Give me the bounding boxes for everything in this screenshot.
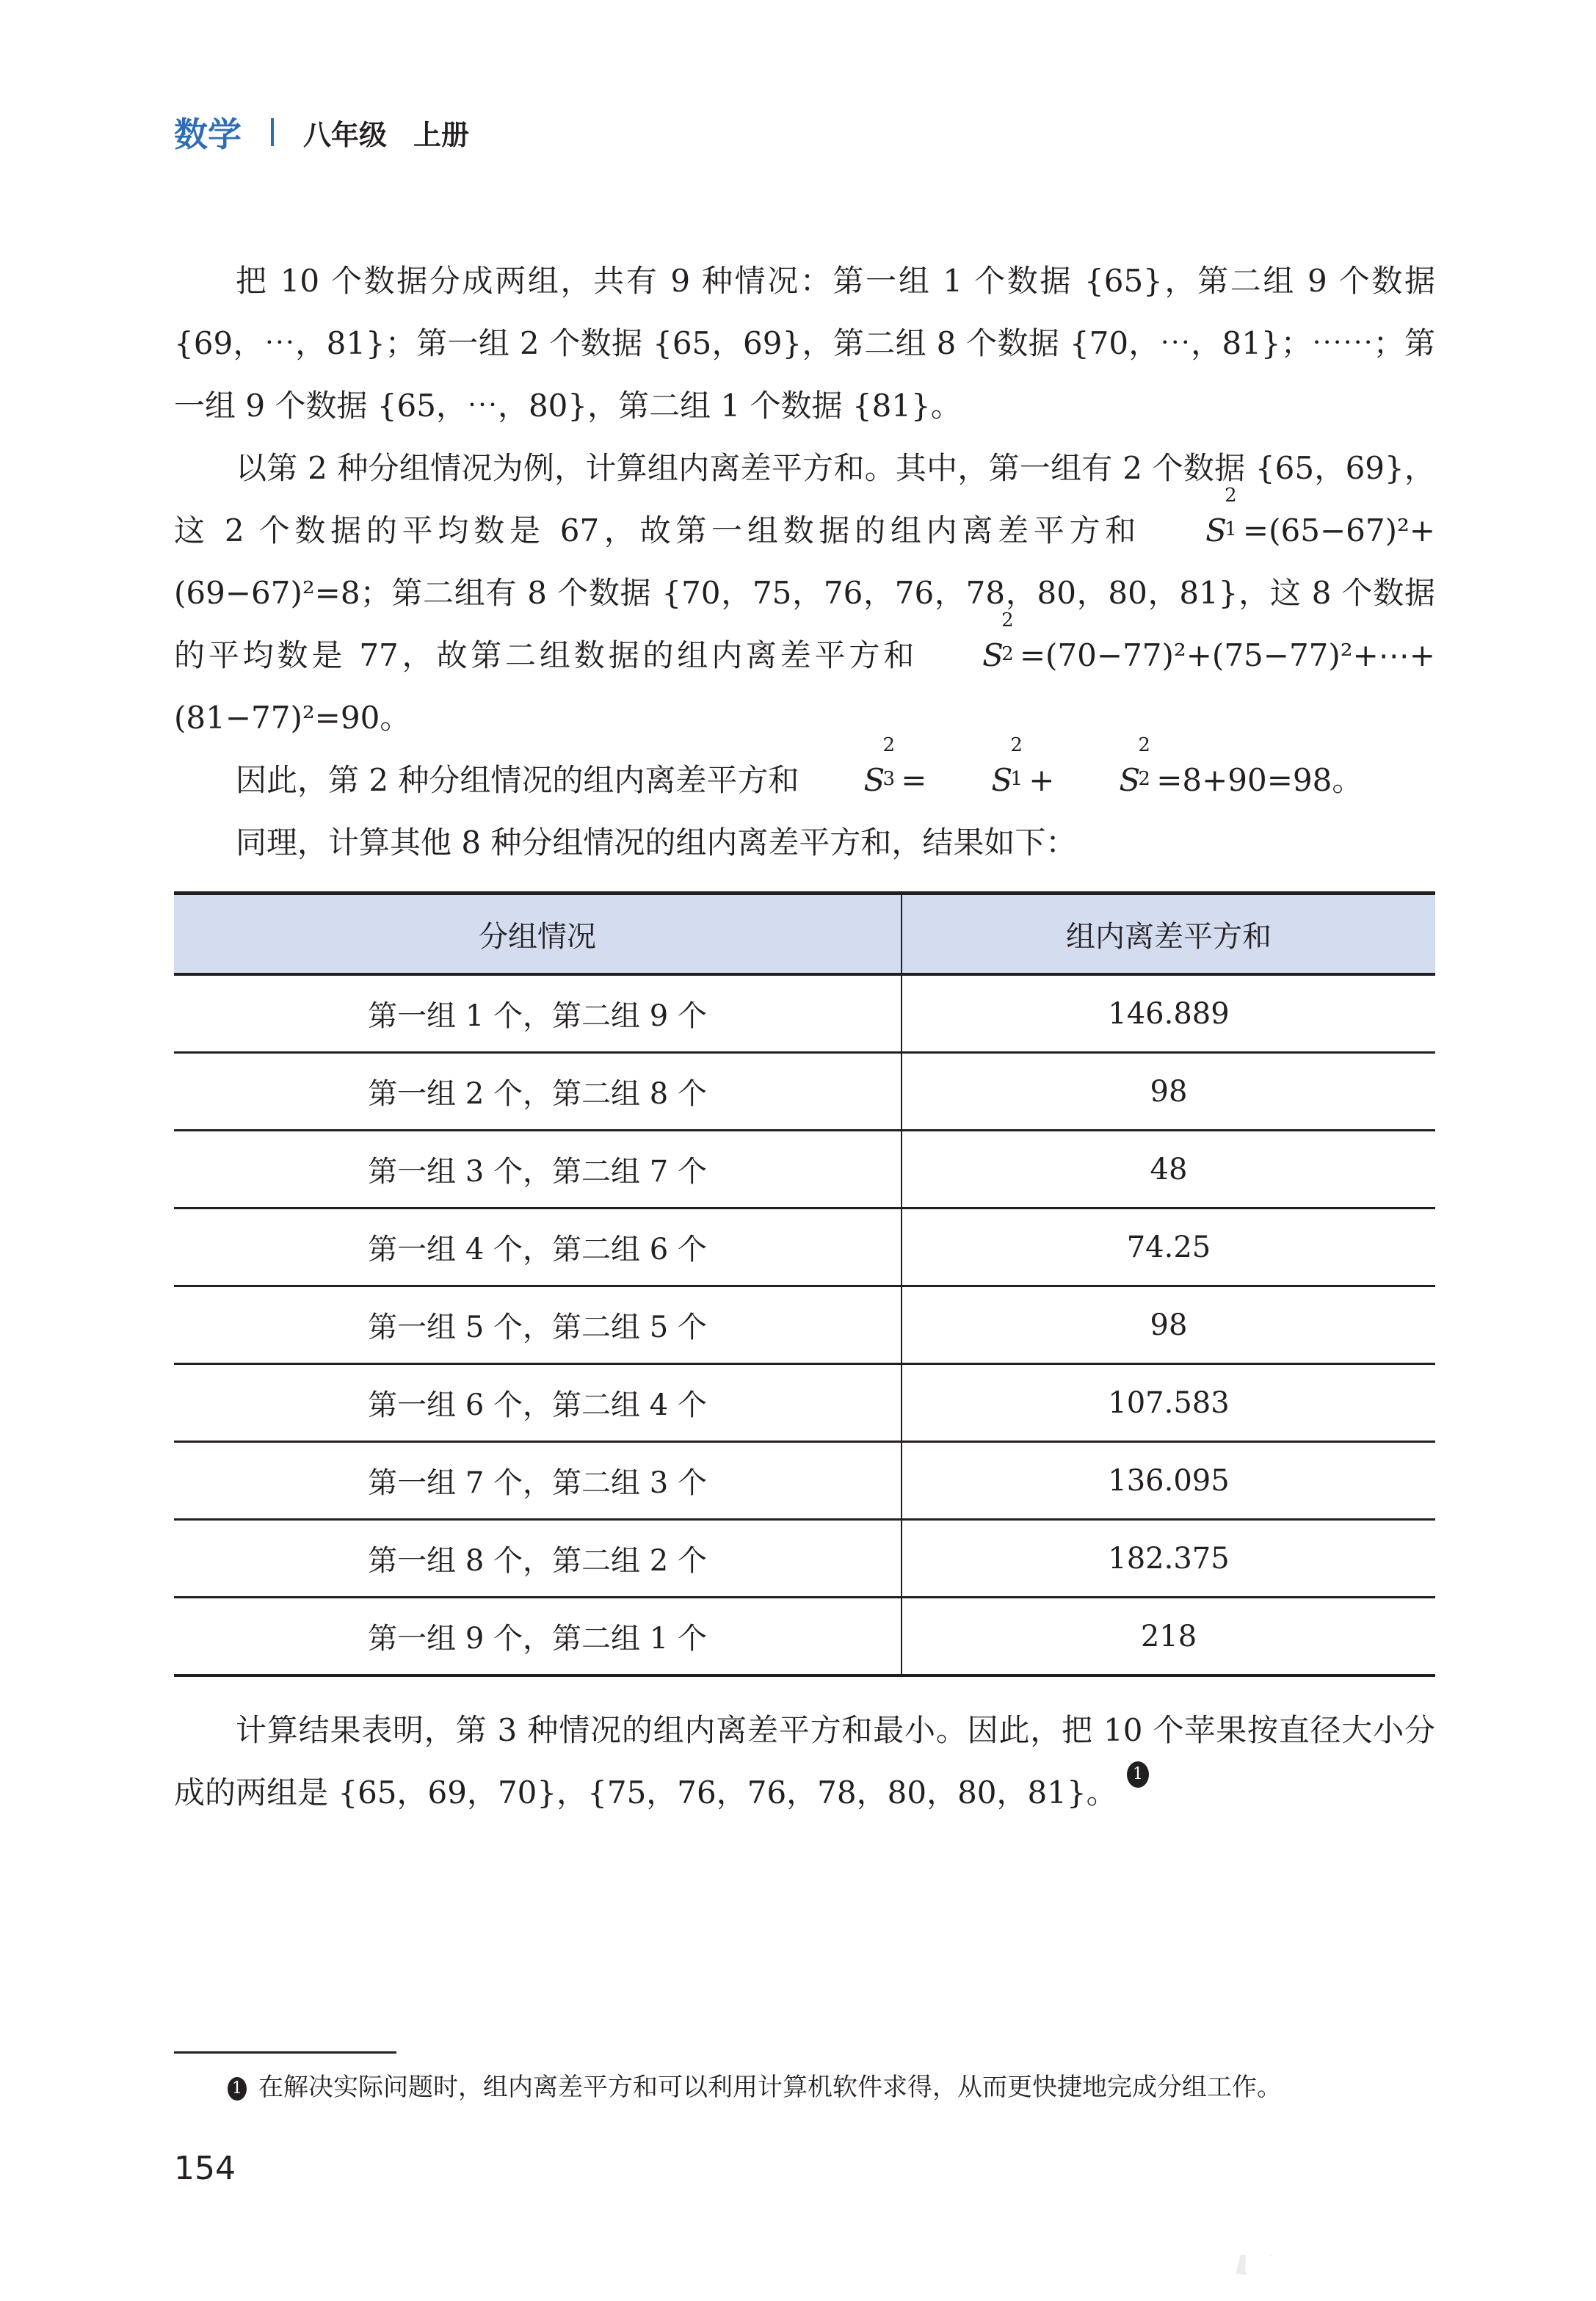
results-table: [174, 891, 1435, 1677]
var: S: [1119, 762, 1141, 798]
sup: 2: [1225, 485, 1237, 507]
sub: 3: [882, 768, 895, 790]
table-row: [174, 1131, 1435, 1209]
paragraph-total: [174, 734, 1435, 811]
table-header-row: [174, 894, 1435, 975]
grouping-cell: 第一组 8 个，第二组 2 个: [174, 1520, 902, 1598]
footnote-text: 在解决实际问题时，组内离差平方和可以利用计算机软件求得，从而更快捷地完成分组工作。: [258, 2073, 1282, 2102]
table-row: [174, 1053, 1435, 1131]
volume-label: 上册: [413, 118, 470, 151]
paragraph-example-calc: [174, 437, 1435, 749]
text: =8+90=98。: [1156, 762, 1363, 798]
paragraph-intro-table: 同理，计算其他 8 种分组情况的组内离差平方和，结果如下：: [236, 825, 1077, 860]
value-cell: 146.889: [902, 974, 1435, 1053]
table-row: [174, 1520, 1435, 1598]
sup: 2: [882, 734, 895, 756]
body-text-top: [174, 250, 1435, 874]
table-row: [174, 974, 1435, 1053]
math-s1-squared: [929, 734, 1023, 811]
grouping-cell: 第一组 6 个，第二组 4 个: [174, 1364, 902, 1442]
var: S: [991, 762, 1013, 798]
sup: 2: [1010, 734, 1023, 756]
var: S: [982, 637, 1004, 673]
footnote-marker-icon[interactable]: 1: [1127, 1761, 1149, 1788]
value-cell: 136.095: [902, 1442, 1435, 1520]
value-cell: 98: [902, 1286, 1435, 1364]
math-s2-squared: [921, 609, 1014, 686]
watermark: 北师大版: [1158, 1806, 1531, 2298]
sup: 2: [1001, 609, 1014, 631]
math-s3-squared: [802, 734, 895, 811]
value-cell: 107.583: [902, 1364, 1435, 1442]
grouping-cell: 第一组 1 个，第二组 9 个: [174, 974, 902, 1053]
sup: 2: [1138, 734, 1150, 756]
table-row: [174, 1442, 1435, 1520]
page-number: 154: [174, 2150, 236, 2187]
footnote-divider: [174, 2051, 396, 2054]
grouping-cell: 第一组 5 个，第二组 5 个: [174, 1286, 902, 1364]
column-header: 组内离差平方和: [902, 894, 1435, 975]
value-cell: 182.375: [902, 1520, 1435, 1598]
value-cell: 218: [902, 1598, 1435, 1676]
paragraph-conclusion: [174, 1699, 1435, 1824]
grade-label: 八年级: [303, 118, 388, 151]
grouping-cell: 第一组 9 个，第二组 1 个: [174, 1598, 902, 1676]
grouping-cell: 第一组 2 个，第二组 8 个: [174, 1053, 902, 1131]
sub: 1: [1225, 518, 1237, 540]
footnote: [228, 2069, 1282, 2106]
table-row: [174, 1209, 1435, 1286]
grouping-cell: 第一组 3 个，第二组 7 个: [174, 1131, 902, 1209]
column-header: 分组情况: [174, 894, 902, 975]
running-header: [174, 110, 496, 154]
value-cell: 48: [902, 1131, 1435, 1209]
var: S: [863, 762, 885, 798]
table-row: [174, 1598, 1435, 1676]
header-divider: [271, 118, 274, 146]
text: =(65−67)²+(69−67)²=8；第二组有 8 个数据 {70，75，76，76，78，80，80，81}，这 8 个数据的平均数是 77，故第二组数据的组内离差平方和: [174, 512, 1435, 673]
text: +: [1029, 762, 1055, 798]
value-cell: 74.25: [902, 1209, 1435, 1286]
text: 计算结果表明，第 3 种情况的组内离差平方和最小。因此，把 10 个苹果按直径大小分成的两组是 {65，69，70}，{75，76，76，78，80，80，81}。: [174, 1712, 1435, 1811]
sub: 2: [1001, 643, 1014, 665]
page-content: [174, 250, 1435, 1824]
table-row: [174, 1364, 1435, 1442]
subject-label: 数学: [174, 115, 242, 154]
var: S: [1205, 512, 1227, 548]
value-cell: 98: [902, 1053, 1435, 1131]
sub: 2: [1138, 768, 1150, 790]
grouping-cell: 第一组 7 个，第二组 3 个: [174, 1442, 902, 1520]
text: =: [901, 762, 927, 798]
math-s1-squared: [1144, 485, 1237, 562]
footnote-marker-icon: 1: [228, 2077, 247, 2101]
paragraph-grouping-cases: 把 10 个数据分成两组，共有 9 种情况：第一组 1 个数据 {65}，第二组 9 个数据 {69，⋯，81}；第一组 2 个数据 {65，69}，第二组 8 个数据 {70，⋯，81}；⋯⋯；第一组 9 个数据 {65，⋯，80}，第二组 1 个数据 {81}。: [174, 263, 1435, 424]
grouping-cell: 第一组 4 个，第二组 6 个: [174, 1209, 902, 1286]
math-s2-squared: [1057, 734, 1150, 811]
text: 因此，第 2 种分组情况的组内离差平方和: [236, 762, 799, 798]
text: =(70−77)²+(75−77)²+⋯+(81−77)²=90。: [174, 637, 1435, 736]
sub: 1: [1010, 768, 1023, 790]
table-row: [174, 1286, 1435, 1364]
body-text-bottom: [174, 1699, 1435, 1824]
text: 以第 2 种分组情况为例，计算组内离差平方和。其中，第一组有 2 个数据 {65，69}，这 2 个数据的平均数是 67，故第一组数据的组内离差平方和: [174, 450, 1435, 548]
